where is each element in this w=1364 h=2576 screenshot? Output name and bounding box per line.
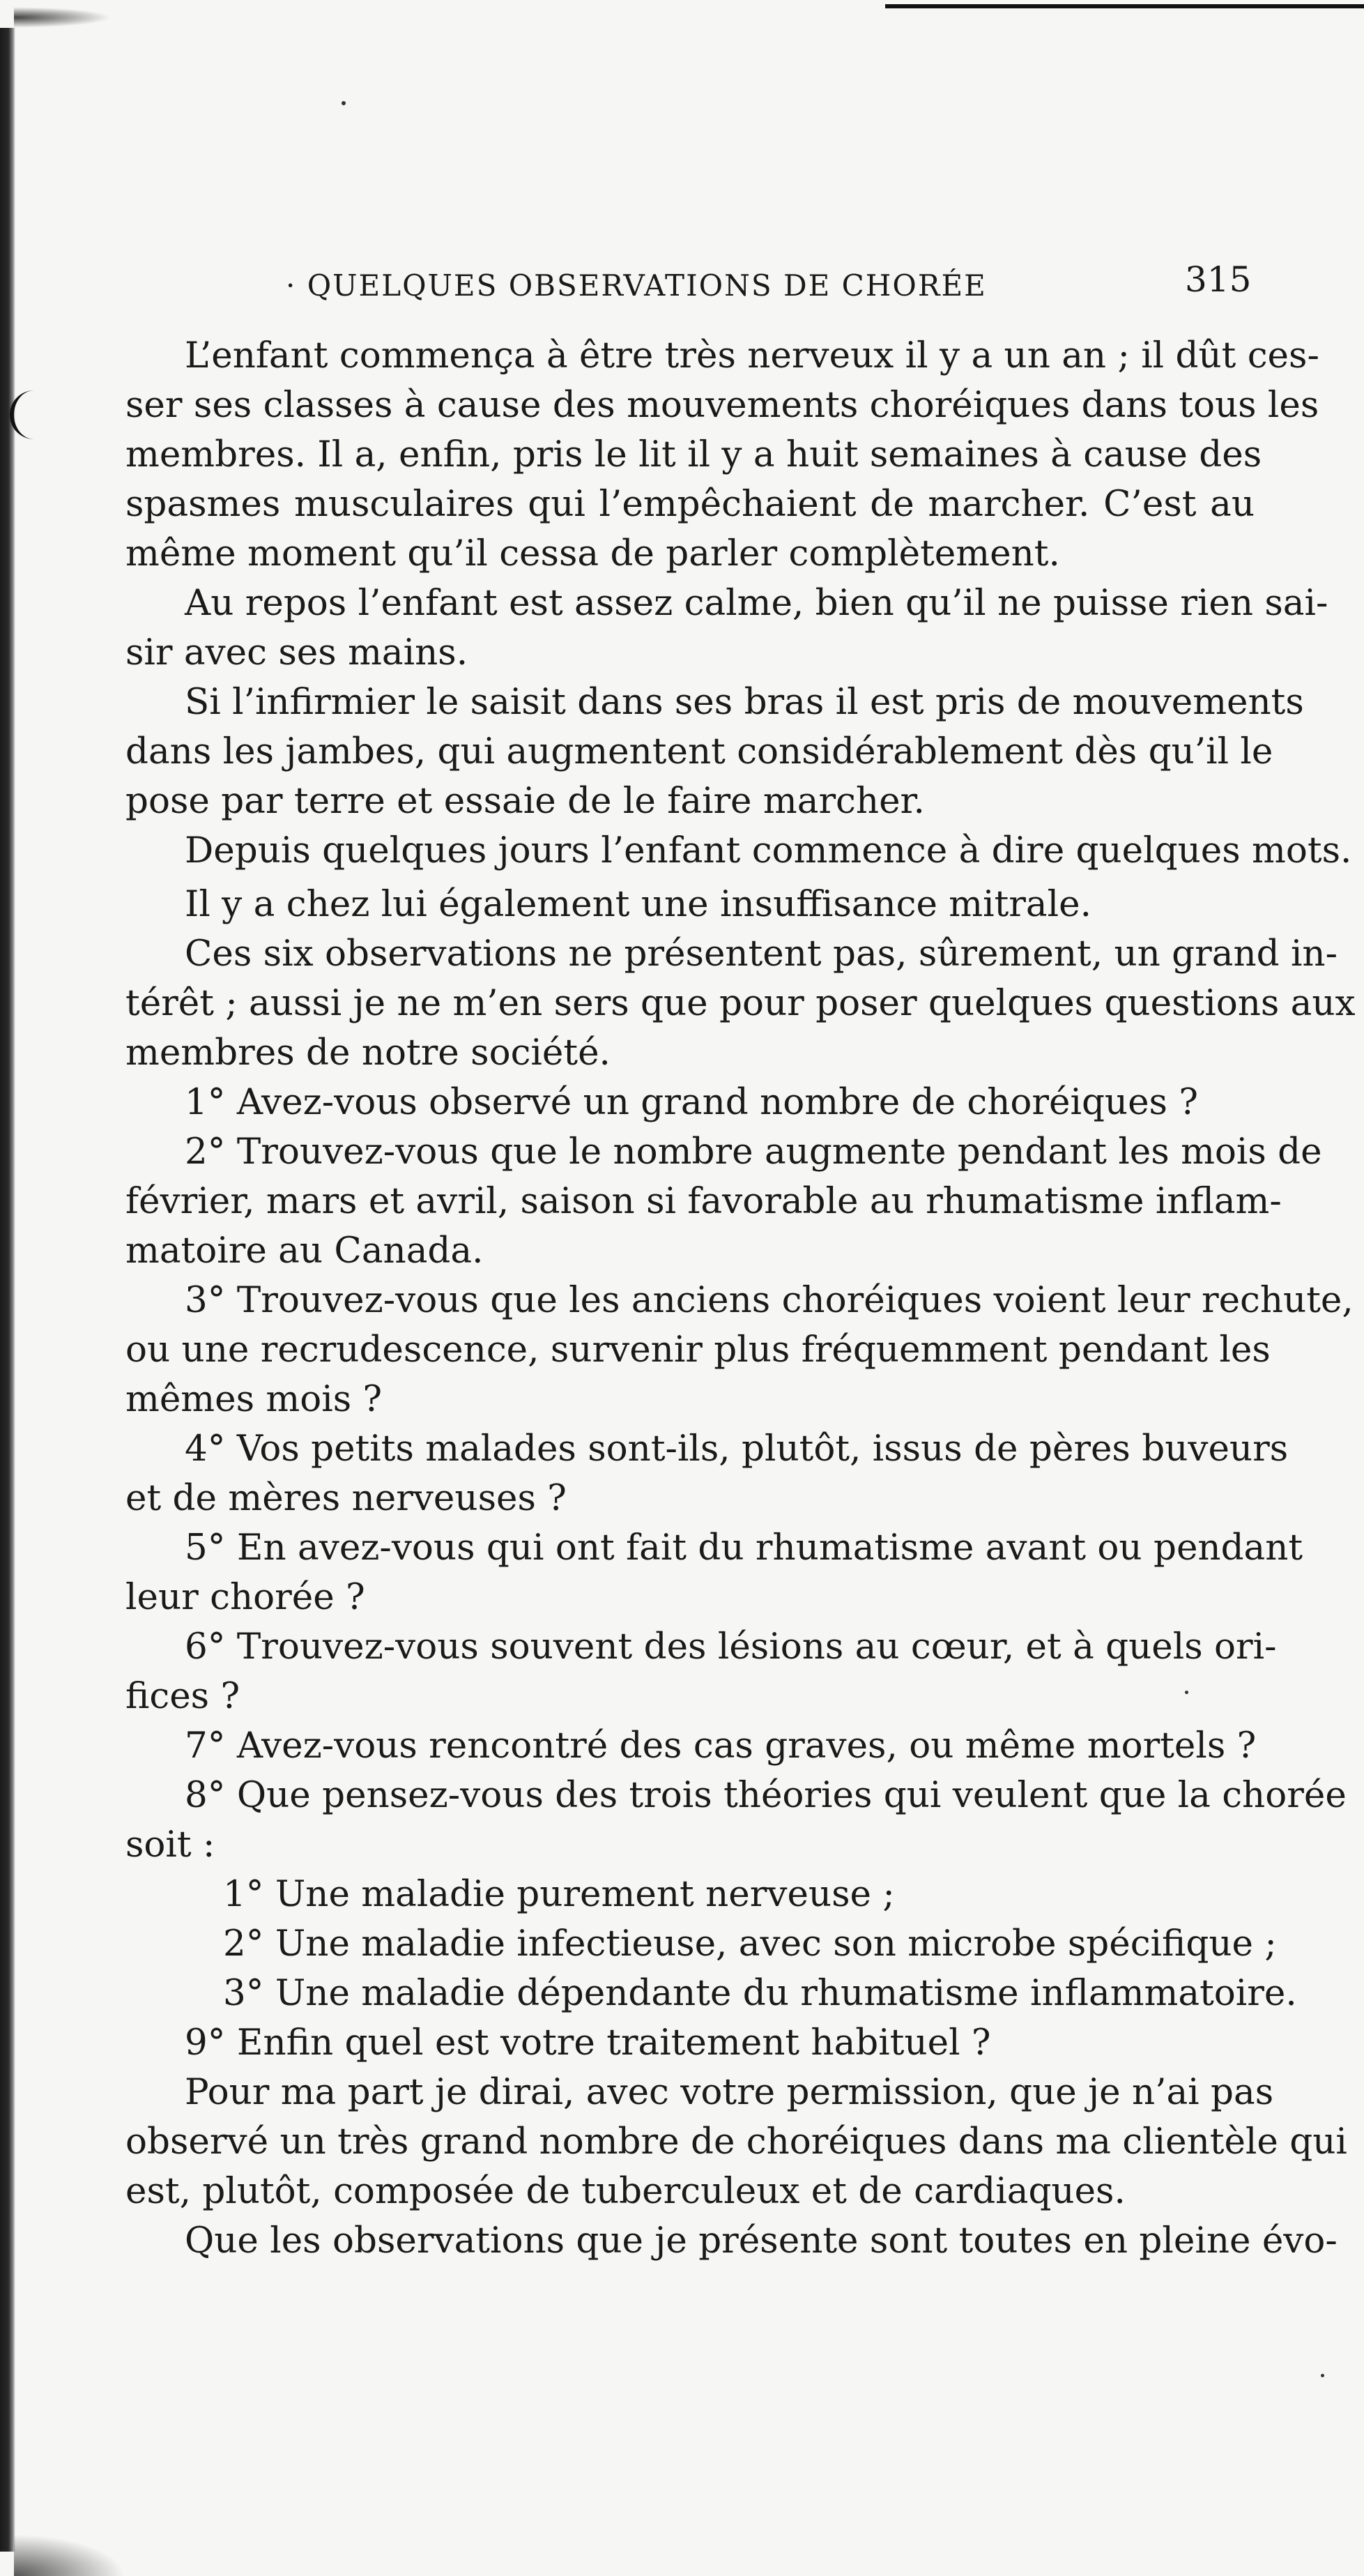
scan-speck bbox=[1321, 2374, 1324, 2377]
text-line: soit : bbox=[125, 1824, 215, 1866]
text-line: 1° Avez-vous observé un grand nombre de choréiques ? bbox=[185, 1081, 1198, 1123]
text-line: 5° En avez-vous qui ont fait du rhumatisme avant ou pendant bbox=[185, 1527, 1303, 1569]
scan-speck bbox=[342, 101, 346, 105]
text-line: février, mars et avril, saison si favorable au rhumatisme inflam- bbox=[125, 1180, 1282, 1222]
text-line: 2° Trouvez-vous que le nombre augmente pendant les mois de bbox=[185, 1131, 1322, 1173]
text-line: 4° Vos petits malades sont-ils, plutôt, issus de pères buveurs bbox=[185, 1428, 1289, 1470]
text-line: dans les jambes, qui augmentent considérablement dès qu’il le bbox=[125, 731, 1273, 772]
top-edge-rule bbox=[885, 4, 1364, 8]
text-line: membres. Il a, enfin, pris le lit il y a huit semaines à cause des bbox=[125, 434, 1262, 475]
text-line: Ces six observations ne présentent pas, sûrement, un grand in- bbox=[185, 933, 1338, 975]
text-line: 9° Enfin quel est votre traitement habituel ? bbox=[185, 2022, 991, 2064]
text-line: 2° Une maladie infectieuse, avec son microbe spécifique ; bbox=[223, 1923, 1277, 1965]
text-line: Il y a chez lui également une insuffisance mitrale. bbox=[185, 883, 1091, 925]
text-line: sir avec ses mains. bbox=[125, 632, 468, 673]
text-line: Pour ma part je dirai, avec votre permission, que je n’ai pas bbox=[185, 2071, 1274, 2113]
text-line: matoire au Canada. bbox=[125, 1230, 484, 1272]
text-line: et de mères nerveuses ? bbox=[125, 1477, 567, 1519]
scan-smudge-top bbox=[14, 7, 112, 28]
text-line: spasmes musculaires qui l’empêchaient de marcher. C’est au bbox=[125, 483, 1255, 525]
text-line: 8° Que pensez-vous des trois théories qui veulent que la chorée bbox=[185, 1774, 1347, 1816]
text-line: est, plutôt, composée de tuberculeux et de cardiaques. bbox=[125, 2170, 1126, 2212]
scan-smudge-bottom bbox=[14, 2534, 125, 2576]
text-line: mêmes mois ? bbox=[125, 1378, 383, 1420]
text-line: Si l’infirmier le saisit dans ses bras il est pris de mouvements bbox=[185, 681, 1304, 723]
text-line: leur chorée ? bbox=[125, 1576, 365, 1618]
text-line: même moment qu’il cessa de parler complètement. bbox=[125, 533, 1060, 574]
text-line: ser ses classes à cause des mouvements choréiques dans tous les bbox=[125, 384, 1319, 426]
text-line: membres de notre société. bbox=[125, 1032, 611, 1074]
page-body-text bbox=[125, 331, 1356, 2266]
text-line: ou une recrudescence, survenir plus fréquemment pendant les bbox=[125, 1329, 1271, 1371]
running-title: · QUELQUES OBSERVATIONS DE CHORÉE bbox=[286, 268, 987, 303]
page-number: 315 bbox=[1185, 259, 1252, 300]
text-line: térêt ; aussi je ne m’en sers que pour poser quelques questions aux bbox=[125, 982, 1356, 1024]
text-line: 3° Trouvez-vous que les anciens choréiques voient leur rechute, bbox=[185, 1279, 1354, 1321]
text-line: pose par terre et essaie de le faire marcher. bbox=[125, 780, 925, 822]
text-line: Que les observations que je présente sont toutes en pleine évo- bbox=[185, 2220, 1338, 2262]
text-line: L’enfant commença à être très nerveux il y a un an ; il dût ces- bbox=[185, 335, 1319, 376]
text-line: fices ? bbox=[125, 1675, 240, 1717]
text-line: observé un très grand nombre de choréiques dans ma clientèle qui bbox=[125, 2121, 1347, 2163]
text-line: 3° Une maladie dépendante du rhumatisme inflammatoire. bbox=[223, 1972, 1297, 2014]
text-line: 1° Une maladie purement nerveuse ; bbox=[223, 1873, 895, 1915]
text-line: Depuis quelques jours l’enfant commence à dire quelques mots. bbox=[185, 830, 1352, 871]
text-line: 7° Avez-vous rencontré des cas graves, ou même mortels ? bbox=[185, 1725, 1257, 1767]
text-line: Au repos l’enfant est assez calme, bien qu’il ne puisse rien sai- bbox=[185, 582, 1328, 624]
text-line: 6° Trouvez-vous souvent des lésions au cœur, et à quels ori- bbox=[185, 1626, 1277, 1668]
